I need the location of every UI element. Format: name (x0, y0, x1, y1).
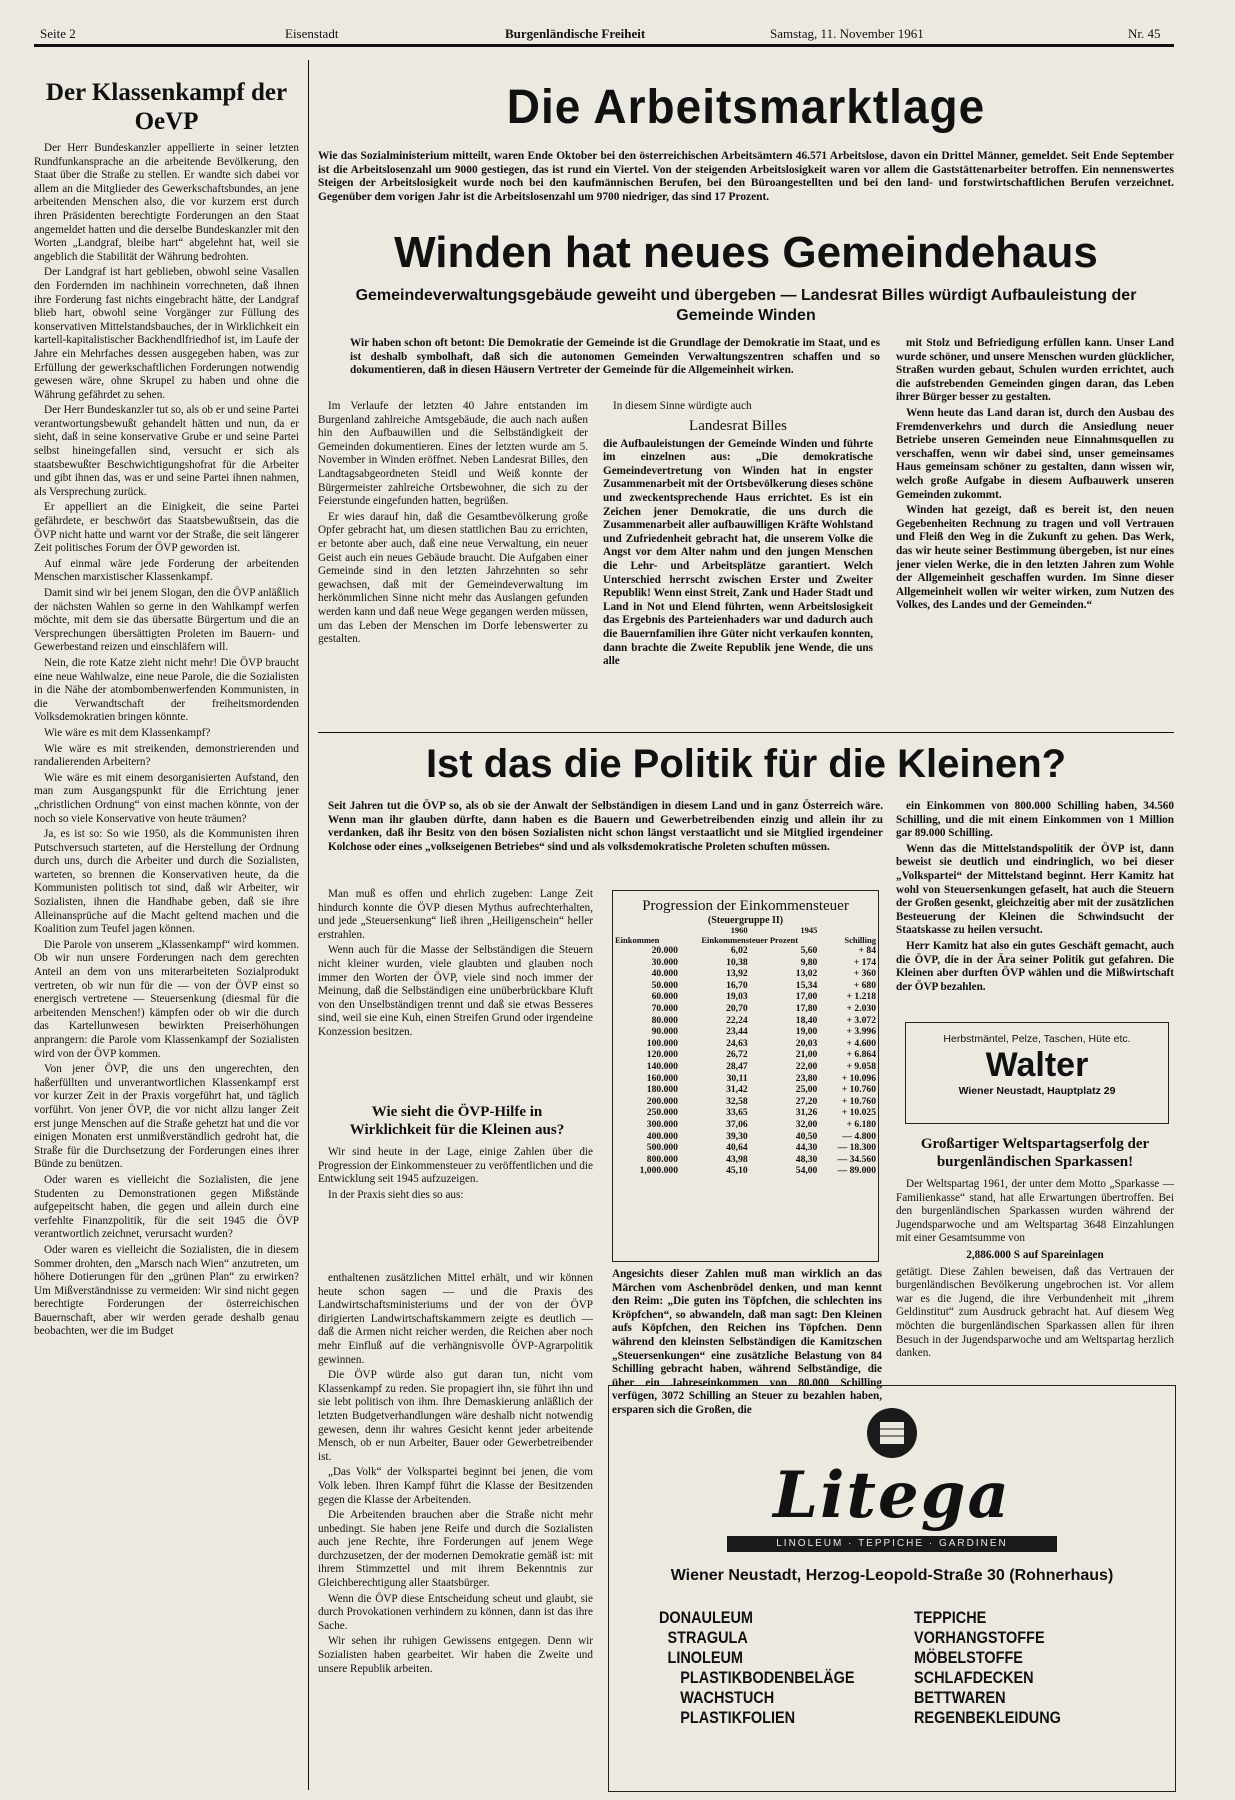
sparkasse-body-2: getätigt. Diese Zahlen beweisen, daß das Vertrauen der burgenländischen Bevölkerung ungebrochen ist. Vor allem war es die Jugend, die ihre Verbundenheit mit „ihrem Geldinstitut“ zum Ausdruck gebracht hat. Auf diesem Weg möchten die burgenländischen Sparkassen allen für ihren Besuch in der Jugendsparwoche und am Weltspartag herzlich danken. (896, 1265, 1174, 1360)
litega-address: Wiener Neustadt, Herzog-Leopold-Straße 30 (Rohnerhaus) (670, 1567, 1114, 1584)
litega-band: LINOLEUM · TEPPICHE · GARDINEN (727, 1536, 1057, 1552)
arbeitsmarkt-headline: Die Arbeitsmarktlage (506, 78, 986, 134)
table-cell: 17,00 (795, 991, 818, 1003)
paragraph: Im Verlaufe der letzten 40 Jahre entstanden im Burgenland zahlreiche Amtsgebäude, die auch nach außen hin den Aufbauwillen und die Selbständigkeit der Gemeinden dokumentieren. Eines der letzten wurde am 5. November in Winden eröffnet. Neben Landesrat Billes, den Landtagsabgeordneten Steidl und Weiß konnte der Bürgermeister zahlreiche Ortsbewohner, die sich zu der Feierstunde eingefunden hatten, begrüßen. (318, 400, 588, 508)
table-cell: + 680 (853, 979, 876, 991)
table-cell: 23,44 (726, 1026, 748, 1038)
winden-lead: Wir haben schon oft betont: Die Demokratie der Gemeinde ist die Grundlage der Demokratie im Staat, und es ist deshalb symbolhaft, daß sich die autonomen Gemeinden Verwaltungszentren schaffen und so dokumentieren, daß in diesen Häusern Vertreter der Gemeinde für die Allgemeinheit wirken. (350, 337, 880, 377)
table-row (613, 945, 878, 957)
issue-date: Samstag, 11. November 1961 (770, 26, 924, 41)
table-cell: 20.000 (651, 945, 678, 956)
table-cell: + 360 (853, 968, 876, 980)
winden-col2-intro: In diesem Sinne würdigte auch (613, 400, 752, 412)
left-article-body (34, 142, 299, 1792)
table-cell: 30,11 (726, 1072, 748, 1084)
table-cell: 500.000 (646, 1142, 678, 1154)
sparkasse-headline: Großartiger Weltspartagserfolg der burgenländischen Sparkassen! (920, 1136, 1150, 1170)
table-cell: + 10.025 (841, 1107, 876, 1119)
left-article-title: Der Klassenkampf der OeVP (45, 79, 288, 135)
paragraph: Der Landgraf ist hart geblieben, obwohl seine Vasallen den Fordernden im nachhinein vorrechneten, daß ihnen ihre Forderung fast nichts eingebracht hätte, der Landgraf blieb hart, obwohl seine Vorgänger zur Füllung des konservativen Mittelstandsbauches, der in Wirklichkeit ein kartell-kapitalistischer Backhendlfriedhof ist, im Laufe der Jahre ein Mehrfaches dessen ausgegeben haben, was zur Erfüllung der gewerkschaftlichen Forderungen notwendig gewesen wäre, ohne Skrupel zu haben und ohne die Währung gefährdet zu sehen. (34, 266, 299, 401)
table-cell: 37,06 (726, 1118, 748, 1130)
table-cell: 80.000 (651, 1014, 678, 1026)
litega-product-item: SCHLAFDECKEN (914, 1668, 1034, 1687)
table-cell: 54,00 (795, 1165, 818, 1177)
table-cell: 45,10 (726, 1165, 748, 1177)
table-cell: + 6.180 (846, 1118, 876, 1130)
walter-ad-name: Walter (985, 1046, 1089, 1084)
table-cell: 19,00 (795, 1026, 818, 1038)
table-cell: 13,02 (795, 968, 818, 980)
politik-lead: Seit Jahren tut die ÖVP so, als ob sie der Anwalt der Selbständigen in diesem Land und in ganz Österreich wäre. Wenn man ihr glauben dürfte, dann haben es die Bauern und Gewerbetreibenden einzig und allein ihr zu verdanken, daß ihr Besitz von den bösen Sozialisten nicht schon längst verstaatlicht und sie Mitglied irgendeiner Kolchose oder eines „volkseigenen Betriebes“ sind und als volksdemokratische Proleten schuften müssen. (328, 800, 883, 853)
politik-headline: Ist das die Politik für die Kleinen? (425, 742, 1067, 786)
table-cell: 43,98 (726, 1153, 748, 1165)
table-cell: + 174 (853, 956, 876, 968)
table-cell: — 89.000 (837, 1165, 876, 1177)
paragraph: Der Herr Bundeskanzler appellierte in seiner letzten Rundfunkansprache an die arbeitende Bevölkerung, den Staat über die Straße zu stellen. Er wandte sich dabei vor allem an die Mitglieder des Gewerkschaftsbundes, an jene arbeitenden Menschen also, die vor kurzem erst durch ihren Präsidenten berechtigte Forderungen an den Staat angemeldet hatten und die derselbe Bundeskanzler mit den Worten „Landgraf, bleibe hart“ abgelehnt hat, weil sie angeblich die Stabilität der Währung bedrohten. (34, 142, 299, 263)
winden-headline: Winden hat neues Gemeindehaus (394, 228, 1098, 277)
table-cell: 20,03 (795, 1037, 818, 1049)
table-cell: 27,20 (795, 1095, 818, 1107)
paragraph: Er appelliert an die Einigkeit, die seine Partei gefährdete, er beschwört das Staatsbewußtsein, das die ÖVP nicht hatte und warnt vor der Straße, die seit längerer Zeit politisches Forum der ÖVP geworden ist. (34, 501, 299, 555)
sparkasse-body (896, 1178, 1174, 1361)
paragraph: Wie wäre es mit einem desorganisierten Aufstand, den man zum Ausgangspunkt für die Errichtung jener „christlichen Ordnung“ von einst machen könnte, von der noch so viele Konservative von heute träumen? (34, 771, 299, 825)
litega-right-list (914, 1608, 1118, 1728)
table-cell: 24,63 (726, 1037, 748, 1049)
politik-column-1 (318, 888, 593, 1042)
table-cell: 39,30 (726, 1130, 748, 1142)
page-number: Seite 2 (40, 26, 76, 41)
table-cell: — 18.300 (837, 1142, 876, 1154)
paragraph: Wie wäre es mit streikenden, demonstrierenden und randalierenden Arbeitern? (34, 742, 299, 769)
winden-column-2 (603, 400, 873, 669)
table-cell: 25,00 (795, 1084, 818, 1096)
table-cell: 180.000 (646, 1084, 678, 1096)
paragraph: Damit sind wir bei jenem Slogan, den die ÖVP anläßlich der nächsten Wahlen so gerne in den Wahlkampf werfen möchte, mit dem sie das übersatte Bürgertum und die an Versprechungen übersättigten Proleten im Bauern- und Gewerbestand reizen und einschläfern will. (34, 587, 299, 654)
table-row (613, 1131, 878, 1143)
col-head-income: Einkommen (615, 934, 660, 945)
table-cell: 15,34 (795, 979, 818, 991)
table-cell: 23,80 (795, 1072, 818, 1084)
table-cell: + 10.760 (841, 1084, 876, 1096)
sparkasse-amount: 2,886.000 S auf Spareinlagen (966, 1248, 1104, 1261)
table-row (613, 968, 878, 980)
litega-logo-icon (867, 1408, 917, 1458)
paragraph: Nein, die rote Katze zieht nicht mehr! Die ÖVP braucht eine neue Wahlwalze, eine neue Parole, die die Sozialisten in die Nähe der atombombenwerfenden Kommunisten, in die Verwandtschaft der freiheitsmordenden Volksdemokratien bringen könnte. (34, 656, 299, 724)
table-cell: 28,47 (726, 1060, 748, 1072)
paragraph: Oder waren es vielleicht die Sozialisten, die jene Studenten zu Demonstrationen gegen Mißstände aufgepeitscht haben, die gegen und allein durch eine verfehlte Finanzpolitik, für die seit 1945 die ÖVP verantwortlich zeichnet, verursacht wurden? (34, 1173, 299, 1241)
litega-left-list (659, 1608, 863, 1728)
table-cell: 44,30 (795, 1142, 818, 1154)
table-row (613, 1107, 878, 1119)
walter-ad-address: Wiener Neustadt, Hauptplatz 29 (958, 1085, 1116, 1097)
table-cell: 300.000 (646, 1118, 678, 1130)
table-cell: + 10.096 (841, 1072, 876, 1084)
section-rule (318, 732, 1174, 733)
table-cell: 48,30 (795, 1153, 818, 1165)
table-cell: 70.000 (651, 1002, 678, 1014)
table-row (613, 1061, 878, 1073)
paragraph: ein Einkommen von 800.000 Schilling haben, 34.560 Schilling, und die mit einem Einkommen von 1 Million gar 89.000 Schilling. (896, 800, 1174, 840)
table-cell: 9,80 (800, 956, 818, 968)
table-row (613, 991, 878, 1003)
table-cell: 120.000 (646, 1049, 678, 1061)
table-title: Progression der Einkommensteuer (642, 898, 849, 914)
table-row (613, 1142, 878, 1154)
table-cell: 22,24 (726, 1014, 748, 1026)
litega-product-item: DONAULEUM (659, 1608, 753, 1627)
table-cell: 800.000 (646, 1153, 678, 1165)
paragraph: Auf einmal wäre jede Forderung der arbeitenden Menschen marxistischer Klassenkampf. (34, 557, 299, 584)
paragraph: In der Praxis sieht dies so aus: (328, 1188, 464, 1201)
litega-product-item: LINOLEUM (667, 1648, 743, 1667)
city: Eisenstadt (285, 26, 339, 41)
politik-subhead: Wie sieht die ÖVP-Hilfe in Wirklichkeit für die Kleinen aus? (349, 1104, 565, 1138)
paragraph: Wir sind heute in der Lage, einige Zahlen über die Progression der Einkommensteuer zu veröffentlichen und die Entwicklung seit 1945 aufzuzeigen. (318, 1146, 593, 1186)
table-cell: 50.000 (651, 979, 678, 991)
table-row (613, 1015, 878, 1027)
table-cell: 10,38 (726, 956, 748, 968)
table-row (613, 1026, 878, 1038)
year-1945: 1945 (800, 925, 818, 935)
table-row (613, 1038, 878, 1050)
col-head-schilling: Schilling (844, 934, 876, 945)
table-row (613, 1084, 878, 1096)
winden-col2-text: die Aufbauleistungen der Gemeinde Winden und führte im einzelnen aus: „Die demokratische Gemeindevertretung von Winden hat in engster Zusammenarbeit mit der Ortsbevölkerung dieses schöne und zweckentsprechende Haus errichtet. Es ist ein Zeichen jener Demokratie, die uns durch die Zusammenarbeit aller aufbauwilligen Kräfte Wohlstand und Zufriedenheit gebracht hat, die unserem Volke die Angst vor dem Alter nahm und den jungen Menschen die Lehr- und Arbeitsplätze garantiert. Welch Unterschied herrscht zwischen Erster und Zweiter Republik! Wenn einst Streit, Zank und Hader Stadt und Land in Not und Elend führten, wenn Arbeitslosigkeit das Ergebnis des Parteienhaders war und dadurch auch die Bauernfamilien ihre Güter nicht verkaufen konnten, dann brachte die Zweite Republik jene Wende, die uns alle (603, 437, 873, 668)
table-cell: 200.000 (646, 1095, 678, 1107)
paragraph: Wir sehen ihr ruhigen Gewissens entgegen. Denn wir Sozialisten haben gearbeitet. Wir haben die Zweite und unsere Republik arbeiten. (318, 1635, 593, 1675)
table-cell: 18,40 (795, 1014, 818, 1026)
year-1960: 1960 (730, 925, 748, 935)
paragraph: Herr Kamitz hat also ein gutes Geschäft gemacht, auch die ÖVP, die in der Ära seiner Politik gut gefahren. Die Kleinen aber durften ÖVP wählen und die Mißwirtschaft der ÖVP bezahlen. (896, 939, 1174, 993)
table-cell: 140.000 (646, 1060, 678, 1072)
winden-subtitle: Gemeindeverwaltungsgebäude geweiht und übergeben — Landesrat Billes würdigt Aufbauleistung der Gemeinde Winden (355, 287, 1137, 324)
table-row (613, 1154, 878, 1166)
table-cell: + 84 (858, 945, 876, 956)
politik-column-1b (318, 1146, 593, 1204)
table-cell: 19,03 (726, 991, 748, 1003)
winden-column-1 (318, 400, 588, 649)
winden-column-3 (896, 337, 1174, 615)
paragraph: „Das Volk“ der Volkspartei beginnt bei jenen, die vom Volk leben. Ihren Kampf führt die Klasse der Besitzenden gegen die Klasse der Arbeitenden. (318, 1466, 593, 1506)
table-cell: 21,00 (795, 1049, 818, 1061)
table-cell: 90.000 (651, 1026, 678, 1038)
politik-below-table: Angesichts dieser Zahlen muß man wirklich an das Märchen vom Aschenbrödel denken, und man kennt den Reim: „Die guten ins Töpfchen, die schlechten ins Kröpfchen“, so abwandeln, daß man sagt: Den Kleinen aufs Köpfchen, den Reichen ins Töpfchen. Denn während den kleinsten Selbständigen die Kamitzschen „Steuersenkungen“ eine zusätzliche Belastung von 84 Schilling gebracht haben, während Selbständige, die über ein Jahreseinkommen von 80.000 Schilling verfügen, 3072 Schilling an Steuer zu bezahlen haben, ersparen sich die Großen, die (612, 1268, 882, 1416)
paragraph: Ja, es ist so: So wie 1950, als die Kommunisten ihren Putschversuch starteten, auf die Herstellung der Ordnung durch uns, durch die Arbeiter und durch die Sozialisten, warteten, so brennen die Konservativen heute, da die Kommunisten politisch tot sind, daß wir Arbeiter, wir Sozialisten, ihnen die Handhabe geben, daß sie ihre Alleinansprüche auf die Macht geltend machen und die Koalition zum Teufel jagen können. (34, 828, 299, 936)
paragraph: Die ÖVP würde also gut daran tun, nicht vom Klassenkampf zu reden. Sie propagiert ihn, sie führt ihn und sie lebt politisch von ihm. Ihre Demaskierung anläßlich der letzten Budgetverhandlungen wäre deshalb nicht notwendig gewesen, denn ihr wahres Gesicht kennt jeder arbeitende Mensch, ob er nun Arbeiter, Bauer oder Gewerbetreibender ist. (318, 1369, 593, 1463)
politik-column-4 (896, 800, 1174, 996)
table-cell: 250.000 (646, 1107, 678, 1119)
table-cell: 16,70 (726, 979, 748, 991)
table-cell: 40,50 (795, 1130, 818, 1142)
paragraph: Wie wäre es mit dem Klassenkampf? (44, 726, 211, 739)
walter-ad-tagline: Herbstmäntel, Pelze, Taschen, Hüte etc. (943, 1033, 1131, 1045)
table-cell: 26,72 (726, 1049, 748, 1061)
paragraph: Oder waren es vielleicht die Sozialisten, die in diesem Sommer drohten, den „Marsch nach Wien“ anzutreten, um höhere Dotierungen für den „grünen Plan“ zu erwirken? Um Mißverständnisse zu vermeiden: Wir sind nicht gegen berechtigte Forderungen der österreichischen Bauernschaft, aber wir werden gerade deshalb genau beobachten, wer die im Budget (34, 1243, 299, 1338)
litega-product-item: PLASTIKFOLIEN (680, 1708, 796, 1727)
litega-product-item: PLASTIKBODENBELÄGE (680, 1668, 855, 1687)
table-cell: 31,26 (795, 1107, 818, 1119)
politik-column-2 (318, 1272, 593, 1678)
table-cell: 30.000 (651, 956, 678, 968)
table-row (613, 1165, 878, 1177)
table-cell: 31,42 (726, 1084, 748, 1096)
paragraph: Winden hat gezeigt, daß es bereit ist, den neuen Gegebenheiten Rechnung zu tragen und voll Vertrauen und Fleiß den Weg in die Zukunft zu gehen. Das Werk, das wir heute seiner Bestimmung übergeben, ist nur eines jener vielen Werke, die in den letzten Jahren zum Wohle der Allgemeinheit geschaffen wurden. Im Sinne dieser Allgemeinheit wollen wir weiter wirken, zum Nutzen des Volkes, des Landes und der Gemeinden.“ (896, 504, 1174, 612)
col-head-percent: Einkommensteuer Prozent (701, 934, 799, 945)
paragraph: Man muß es offen und ehrlich zugeben: Lange Zeit hindurch konnte die ÖVP diesen Mythus aufrechterhalten, und jede „Steuersenkung“ ließ ihren „Heiligenschein“ heller erstrahlen. (318, 888, 593, 941)
litega-product-item: VORHANGSTOFFE (914, 1628, 1045, 1647)
issue-number: Nr. 45 (1128, 26, 1161, 41)
table-cell: 100.000 (646, 1037, 678, 1049)
paragraph: Wenn das die Mittelstandspolitik der ÖVP ist, dann beweist sie deutlich und eindringlich, wo bei dieser „Volkspartei“ der Mittelstand beginnt. Herr Kamitz hat wohl von Steuersenkungen gefaselt, hat auch die Steuern der Großen gesenkt, gleichzeitig aber mit der zusätzlichen Besteuerung der Kleinen die Schwindsucht der Staatskasse zu heilen versucht. (896, 842, 1174, 937)
table-cell: + 3.072 (846, 1014, 876, 1026)
table-row (613, 1073, 878, 1085)
table-cell: + 10.760 (841, 1095, 876, 1107)
table-cell: 1,000.000 (639, 1165, 678, 1177)
table-cell: 32,00 (795, 1118, 818, 1130)
table-cell: + 1.218 (846, 991, 876, 1003)
paragraph: Wenn auch für die Masse der Selbständigen die Steuern nicht kleiner wurden, viele glaubten und glauben noch immer den Worten der ÖVP, viele sind noch immer der Meinung, daß die Selbständigen eine unüberbrückbare Kluft von den Unselbständigen trennt und daß sie etwas Besseres sind, weil sie eine Kuh, einen Streifen Grund oder irgendeine Konzession besitzen. (318, 944, 593, 1038)
table-cell: — 4.800 (842, 1130, 876, 1142)
table-cell: 6,02 (730, 945, 748, 956)
table-cell: 40,64 (726, 1142, 748, 1154)
litega-product-item: STRAGULA (667, 1628, 748, 1647)
table-cell: 160.000 (646, 1072, 678, 1084)
winden-col2-subhead: Landesrat Billes (689, 417, 787, 434)
newspaper-name: Burgenländische Freiheit (505, 26, 646, 41)
litega-product-item: MÖBELSTOFFE (914, 1648, 1023, 1667)
table-cell: + 4.600 (846, 1037, 876, 1049)
progression-table (613, 926, 878, 1177)
table-cell: 20,70 (726, 1002, 748, 1014)
litega-name: Litega (773, 1458, 1011, 1533)
paragraph: Die Parole von unserem „Klassenkampf“ wird kommen. Ob wir nun unsere Forderungen nach dem gerechten Anteil an dem von uns miterarbeiteten Sozialprodukt vertreten, ob wir nun für die — von der ÖVP einst so energisch vertretene — Steuersenkung (diesmal für die arbeitenden Menschen!) kämpfen oder ob wir die durch das Kartellunwesen bewirkten Preiserhöhungen anprangern: die Parole vom Klassenkampf der Sozialisten wird von der ÖVP kommen. (34, 938, 299, 1060)
table-cell: 32,58 (726, 1095, 748, 1107)
table-cell: 33,65 (726, 1107, 748, 1119)
table-row (613, 980, 878, 992)
header-rule (34, 44, 1174, 47)
table-row (613, 1003, 878, 1015)
table-cell: 17,80 (795, 1002, 818, 1014)
progression-table-box (612, 890, 879, 1262)
paragraph: Wenn die ÖVP diese Entscheidung scheut und glaubt, sie durch Provokationen verhindern zu können, dann ist das ihre Sache. (318, 1592, 593, 1632)
table-cell: 22,00 (795, 1060, 818, 1072)
litega-product-item: REGENBEKLEIDUNG (914, 1708, 1061, 1727)
table-subtitle: (Steuergruppe II) (707, 915, 784, 926)
table-cell: + 2.030 (846, 1002, 876, 1014)
table-row (613, 1096, 878, 1108)
walter-ad (905, 1022, 1169, 1124)
paragraph: Wenn heute das Land daran ist, durch den Ausbau des Fremdenverkehrs und durch die Ansiedlung neuer Betriebe unseren Gemeinden neue Einnahmsquellen zu verschaffen, wenn wir dabei sind, unser gemeinsames Haus gemeinsam schöner zu gestalten, dann wissen wir, welch große Aufgabe in diesem Aufbauwerk unseren Gemeinden zukommt. (896, 406, 1174, 501)
table-cell: — 34.560 (837, 1153, 876, 1165)
litega-product-item: BETTWAREN (914, 1688, 1006, 1707)
table-cell: 5,60 (800, 945, 818, 956)
paragraph: mit Stolz und Befriedigung erfüllen kann. Unser Land wurde schöner, und unsere Menschen wurden glücklicher, Straßen wurden gebaut, Schulen wurden errichtet, auch die aufstrebenden Gemeinden gingen daran, das Leben ihrer Bürger besser zu gestalten. (896, 337, 1174, 404)
paragraph: Er wies darauf hin, daß die Gesamtbevölkerung große Opfer gebracht hat, um diesen stattlichen Bau zu errichten, er betonte aber auch, daß eine neue Verwaltung, ein neuer Geist auch ein neues Gebäude braucht. Die Aufgaben einer Gemeinde sind in den letzten Jahrzehnten so sehr gewachsen, daß mit der Gemeindeverwaltung im herkömmlichen Sinne nicht mehr das Auslangen gefunden werden kann und daß neue Wege gegangen werden müssen, um das Leben der Menschen im Dorfe lebenswerter zu gestalten. (318, 510, 588, 646)
litega-product-item: TEPPICHE (914, 1608, 987, 1627)
table-cell: 400.000 (646, 1130, 678, 1142)
column-divider (308, 60, 309, 1790)
table-row (613, 1119, 878, 1131)
table-row (613, 1049, 878, 1061)
paragraph: enthaltenen zusätzlichen Mittel erhält, und wir können heute schon sagen — und die Praxis des Landwirtschaftsministeriums und der von der ÖVP dirigierten Landwirtschaftskammern zeigte es deutlich — daß die Armen nicht reicher werden, die Reichen aber noch mehr Einfluß auf die verhängnisvolle ÖVP-Agrarpolitik gewinnen. (318, 1272, 593, 1366)
arbeitsmarkt-body: Wie das Sozialministerium mitteilt, waren Ende Oktober bei den österreichischen Arbeitsämtern 46.571 Arbeitslose, davon ein Drittel Männer, gemeldet. Seit Ende September ist die Arbeitslosenzahl um 9000 gestiegen, das ist rund ein Viertel. Von der steigenden Arbeitslosigkeit waren vor allem die Gaststättenarbeiter betroffen. Ein nennenswertes Steigen der Arbeitslosigkeit wurde noch bei den kaufmännischen Berufen, bei den Büroangestellten und bei den land- und forstwirtschaftlichen Berufen verzeichnet. Gegenüber dem vorigen Jahr ist die Arbeitslosenzahl um 9700 niedriger, das sind 17 Prozent. (318, 150, 1174, 203)
sparkasse-body-1: Der Weltspartag 1961, der unter dem Motto „Sparkasse — Familienkasse“ stand, hat alle Erwartungen übertroffen. Bei den burgenländischen Sparkassen wurden während der Jugendsparwoche und am Weltspartag 3648 Einzahlungen mit einer Gesamtsumme von (896, 1178, 1174, 1245)
table-cell: 13,92 (726, 968, 748, 980)
table-cell: 60.000 (651, 991, 678, 1003)
table-cell: + 9.058 (846, 1060, 876, 1072)
paragraph: Von jener ÖVP, die uns den ungerechten, den haßerfüllten und unverantwortlichen Klassenkampf erst vor kurzer Zeit in der Praxis vorgeführt hat, und täglich vorführt. Von jener ÖVP, die vor nicht allzu langer Zeit erst junge Menschen auf die Straße gehetzt hat und die vor einigen Monaten erst unmißverständlich gedroht hat, die Straße für die Durchsetzung der Forderungen eines ihrer Bünde zu benützen. (34, 1063, 299, 1171)
litega-product-item: WACHSTUCH (680, 1688, 775, 1707)
table-row (613, 957, 878, 969)
table-cell: + 3.996 (846, 1026, 876, 1038)
table-cell: + 6.864 (846, 1049, 876, 1061)
litega-ad (608, 1385, 1176, 1792)
paragraph: Die Arbeitenden brauchen aber die Straße nicht mehr unbedingt. Sie haben jene Reife und durch die Sozialisten auch jene Rechte, ihre Forderungen auf jenem Wege durchzusetzen, der der modernen Demokratie gemäß ist: mit ihrem Stimmzettel und mit ihrem Bekenntnis zur Gleichberechtigung aller Staatsbürger. (318, 1509, 593, 1590)
table-cell: 40.000 (651, 968, 678, 980)
paragraph: Der Herr Bundeskanzler tut so, als ob er und seine Partei verantwortungsbewußt gehandelt hätten und nun, da er sieht, daß in seine konservative Grube er und seine Partei selbst hineingefallen sind, versucht er sich als staatsbewußter Beschwichtigungshofrat für die Arbeiter und gibt ihnen das, was er und seine Partei ihnen nahmen, als Versprechung zurück. (34, 404, 299, 498)
